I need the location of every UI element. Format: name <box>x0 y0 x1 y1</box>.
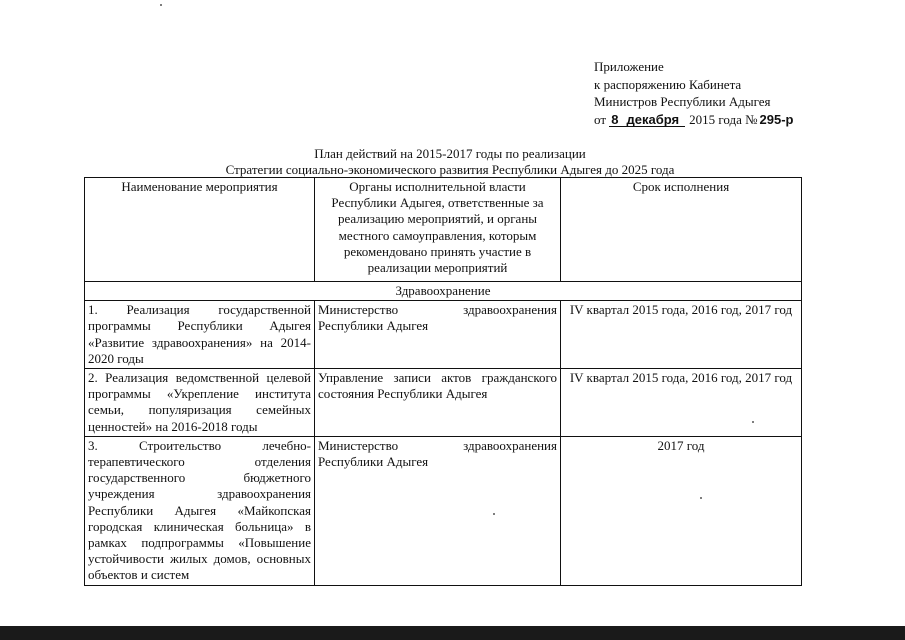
event-cell: 3. Строительство лечебно-терапевтического отделения государственного бюджетного учреждения здравоохранения Республики Адыгея «Майкопская городская клиническая больница» в рамках подпрограммы «Повышение устойчивости жилых домов, основных объектов и систем <box>85 436 315 585</box>
appendix-block <box>594 58 794 128</box>
decree-number: 295-р <box>759 111 794 127</box>
decree-day: 8 <box>609 113 622 127</box>
appendix-line-1: Приложение <box>594 59 664 74</box>
appendix-date-line <box>594 111 794 129</box>
term-cell: IV квартал 2015 года, 2016 год, 2017 год <box>561 301 802 369</box>
appendix-line-2: к распоряжению Кабинета <box>594 76 742 92</box>
term-cell: 2017 год <box>561 436 802 585</box>
table-header-row <box>85 178 802 282</box>
responsible-cell: Министерство здравоохранения Республики Адыгея <box>315 436 561 585</box>
responsible-cell: Министерство здравоохранения Республики Адыгея <box>315 301 561 369</box>
section-title: Здравоохранение <box>85 282 802 301</box>
table-row <box>85 301 802 369</box>
event-cell: 2. Реализация ведомственной целевой программы «Укрепление института семьи, популяризация семейных ценностей» на 2016-2018 годы <box>85 369 315 437</box>
decree-month: декабря <box>623 113 686 127</box>
decree-year: 2015 года № <box>689 111 758 127</box>
table-row <box>85 436 802 585</box>
header-responsible: Органы исполнительной власти Республики Адыгея, ответственные за реализацию мероприятий, и органы местного самоуправления, которым рекомендовано принять участие в реализации мероприятий <box>315 178 561 282</box>
from-label: от <box>594 111 607 127</box>
appendix-line-3: Министров Республики Адыгея <box>594 94 771 109</box>
scan-speck <box>752 421 754 423</box>
header-term: Срок исполнения <box>561 178 802 282</box>
term-cell: IV квартал 2015 года, 2016 год, 2017 год <box>561 369 802 437</box>
section-row <box>85 282 802 301</box>
action-plan-table <box>84 177 802 586</box>
header-event: Наименование мероприятия <box>85 178 315 282</box>
scan-speck <box>700 497 702 499</box>
document-title-line-2: Стратегии социально-экономического развития Республики Адыгея до 2025 года <box>225 162 675 177</box>
scan-bottom-edge <box>0 626 905 640</box>
scan-speck <box>160 4 162 6</box>
table-row <box>85 369 802 437</box>
responsible-cell: Управление записи актов гражданского состояния Республики Адыгея <box>315 369 561 437</box>
scan-speck <box>493 513 495 515</box>
document-title-line-1: План действий на 2015-2017 годы по реализации <box>314 146 586 161</box>
event-cell: 1. Реализация государственной программы Республики Адыгея «Развитие здравоохранения» на 2014-2020 годы <box>85 301 315 369</box>
